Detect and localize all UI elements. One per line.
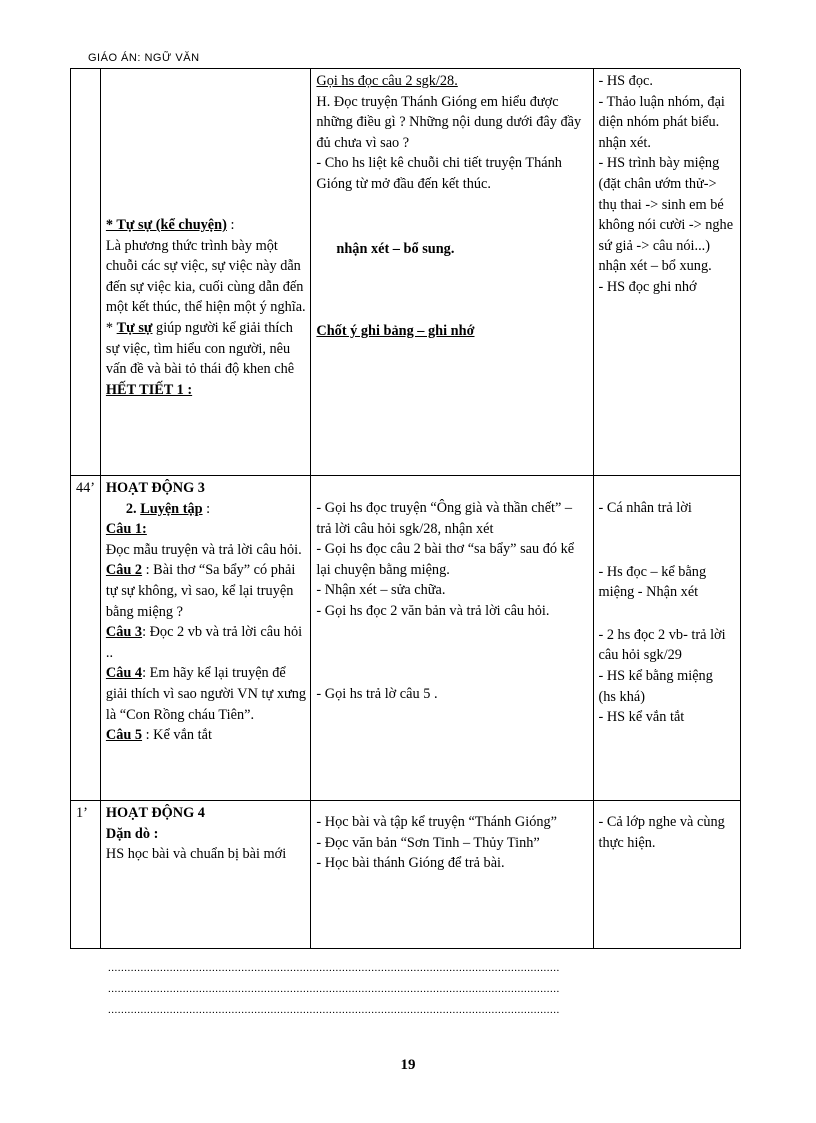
content-cell: HOẠT ĐỘNG 4 Dặn dò : HS học bài và chuẩn bị bài mới — [100, 801, 311, 949]
table-row — [71, 801, 741, 949]
student-activity-cell: - Cả lớp nghe và cùng thực hiện. — [593, 801, 741, 949]
task-line: Gọi hs đọc câu 2 sgk/28. — [316, 73, 458, 89]
dotted-line: ........................................................................................................................................... — [108, 1004, 560, 1016]
content-cell: HOẠT ĐỘNG 3 2. Luyện tập : Câu 1: Đọc mẫu truyện và trả lời câu hỏi. Câu 2 : Bài thơ “Sa bẩy” có phải tự sự không, vì sao, kể lại truyện bằng miệng ? Câu 3: Đọc 2 vb và trả lời câu hỏi .. Câu 4: Em hãy kể lại truyện để giải thích vì sao người VN tự xưng là “Con Rồng cháu Tiên”. Câu 5 : Kể vắn tắt — [100, 476, 311, 801]
student-activity-cell: - HS đọc. - Thảo luận nhóm, đại diện nhóm phát biểu. nhận xét. - HS trình bày miệng (đặt chân ướm thử-> thụ thai -> sinh em bé không nói cười -> nghe sứ giả -> câu nói...) nhận xét – bổ xung. - HS đọc ghi nhớ — [593, 69, 741, 476]
tusu-purpose: giúp người kể giải thích sự việc, tìm hiểu con người, nêu vấn đề và bài tỏ thái độ khen chê — [105, 319, 295, 378]
time-cell: 44’ — [71, 476, 101, 801]
comment-text: nhận xét – bổ sung. — [336, 240, 455, 257]
tusu-label: Tự sự — [116, 319, 153, 336]
student-activity-cell: - Cá nhân trả lời - Hs đọc – kể bằng miệng - Nhận xét - 2 hs đọc 2 vb- trả lời câu hỏi sgk/29 - HS kể bằng miệng (hs khá) - HS kể vắn tắt — [593, 476, 741, 801]
question-text: H. Đọc truyện Thánh Gióng em hiểu được những điều gì ? Những nội dung dưới đây đầy đủ chưa vì sao ? — [316, 93, 582, 151]
lesson-plan-table — [70, 69, 741, 949]
tusu-definition: Là phương thức trình bày một chuỗi các sự việc, sự việc này dẫn đến sự việc kia, cuối cùng dẫn đến một kết thúc, thể hiện một ý nghĩa. — [105, 237, 306, 316]
activity-heading: HOẠT ĐỘNG 4 — [105, 805, 205, 821]
dotted-line: ........................................................................................................................................... — [108, 962, 560, 974]
table-row — [71, 476, 741, 801]
end-of-period: HẾT TIẾT 1 : — [105, 381, 193, 398]
homework-heading: Dặn dò : — [105, 825, 159, 842]
time-cell: 1’ — [71, 801, 101, 949]
activity-heading: HOẠT ĐỘNG 3 — [105, 480, 205, 496]
dotted-line: ........................................................................................................................................... — [108, 983, 560, 995]
question-4-label: Câu 4 — [105, 665, 143, 682]
teacher-activity-cell: - Học bài và tập kể truyện “Thánh Gióng” - Đọc văn bản “Sơn Tinh – Thủy Tinh” - Học bài thánh Gióng để trả bài. — [311, 801, 593, 949]
page-number: 19 — [400, 1057, 416, 1073]
question-3-label: Câu 3 — [105, 624, 143, 641]
question-2-label: Câu 2 — [105, 562, 143, 579]
practice-heading: Luyện tập — [140, 500, 203, 517]
teacher-activity-cell — [311, 69, 593, 476]
time-cell — [71, 69, 101, 476]
task-list: - Cho hs liệt kê chuỗi chi tiết truyện Thánh Gióng từ mở đầu đến kết thúc. — [316, 155, 562, 192]
tusu-title: * Tự sự (kể chuyện) — [105, 217, 227, 233]
table-row — [71, 69, 741, 476]
teacher-activity-cell: - Gọi hs đọc truyện “Ông già và thần chết” – trả lời câu hỏi sgk/28, nhận xét - Gọi hs đọc câu 2 bài thơ “sa bẩy” sau đó kể lại chuyện bằng miệng. - Nhận xét – sửa chữa. - Gọi hs đọc 2 văn bản và trả lời câu hỏi. - Gọi hs trả lờ câu 5 . — [311, 476, 593, 801]
conclusion-text: Chốt ý ghi bảng – ghi nhớ — [316, 323, 475, 340]
question-1-label: Câu 1: — [105, 521, 147, 538]
content-cell: * Tự sự (kể chuyện) : Là phương thức trình bày một chuỗi các sự việc, sự việc này dẫn đến sự việc kia, cuối cùng dẫn đến một kết thúc, thể hiện một ý nghĩa. * Tự sự giúp người kể giải thích sự việc, tìm hiểu con người, nêu vấn đề và bài tỏ thái độ khen chê HẾT TIẾT 1 : — [100, 69, 311, 476]
question-5-label: Câu 5 — [105, 727, 143, 744]
document-header: GIÁO ÁN: NGỮ VĂN — [88, 52, 200, 64]
